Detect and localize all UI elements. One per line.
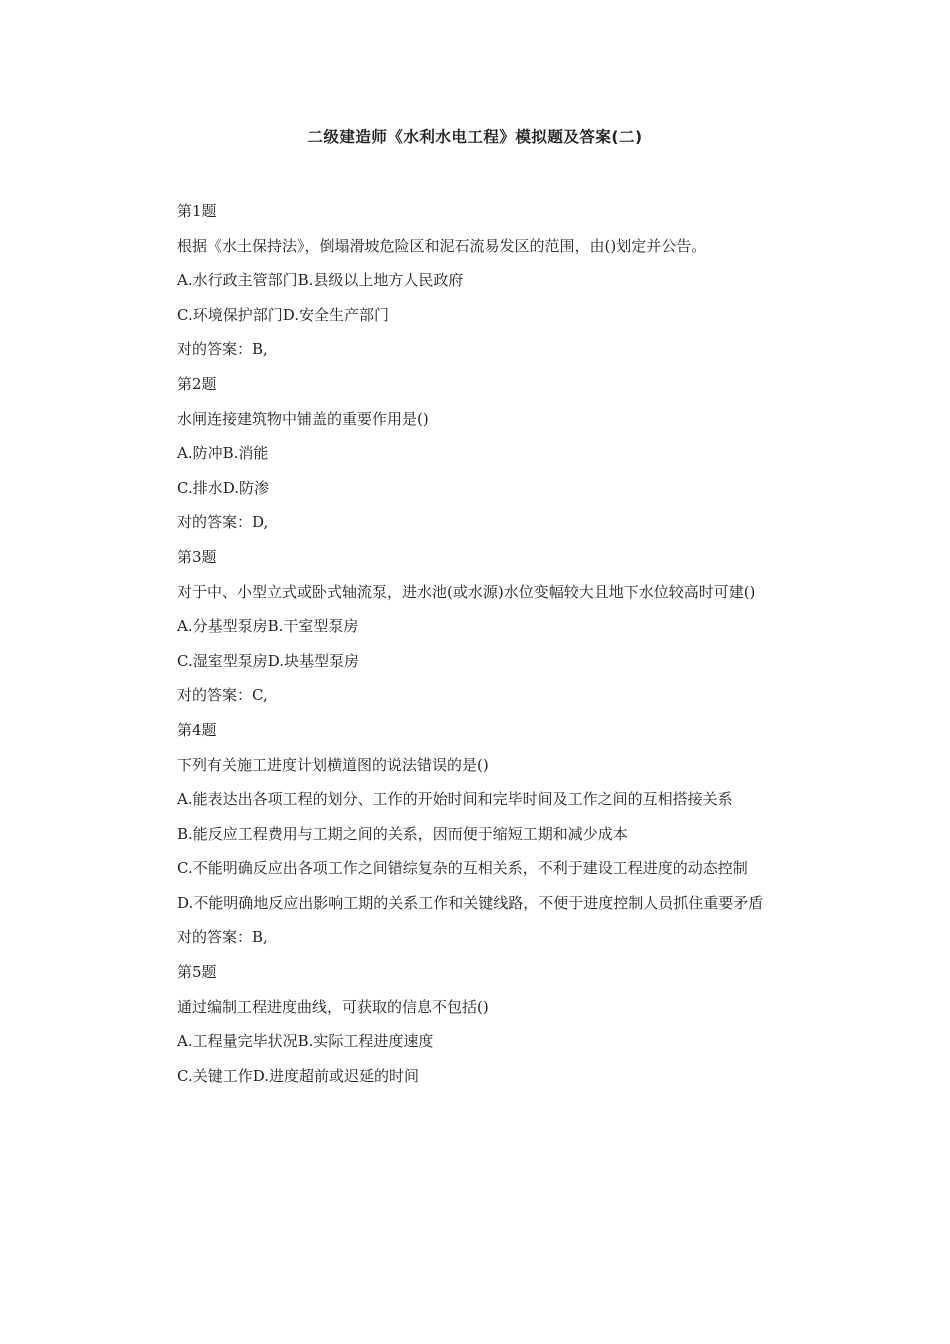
question-2-options-cd: C.排水D.防渗	[177, 478, 269, 497]
question-5-heading: 第5题	[177, 963, 217, 982]
question-5-options-ab: A.工程量完毕状况B.实际工程进度速度	[177, 1032, 434, 1051]
document-body	[145, 194, 810, 1093]
question-1-answer: 对的答案：B,	[177, 340, 268, 359]
document-title: 二级建造师《水利水电工程》模拟题及答案(二)	[307, 128, 643, 146]
question-3-heading: 第3题	[177, 547, 217, 566]
question-5-options-cd: C.关键工作D.进度超前或迟延的时间	[177, 1066, 419, 1085]
question-4-option-a: A.能表达出各项工程的划分、工作的开始时间和完毕时间及工作之间的互相搭接关系	[177, 790, 733, 809]
question-4-option-c: C.不能明确反应出各项工作之间错综复杂的互相关系，不利于建设工程进度的动态控制	[177, 859, 748, 878]
question-5-stem: 通过编制工程进度曲线，可获取的信息不包括()	[177, 997, 489, 1016]
question-4-option-b: B.能反应工程费用与工期之间的关系，因而便于缩短工期和减少成本	[177, 824, 628, 843]
question-3-options-cd: C.湿室型泵房D.块基型泵房	[177, 651, 359, 670]
question-1-options-cd: C.环境保护部门D.安全生产部门	[177, 305, 389, 324]
question-3-stem: 对于中、小型立式或卧式轴流泵，进水池(或水源)水位变幅较大且地下水位较高时可建()	[177, 582, 756, 601]
question-4-heading: 第4题	[177, 720, 217, 739]
question-1-stem: 根据《水土保持法》，倒塌滑坡危险区和泥石流易发区的范围，由()划定并公告。	[177, 236, 707, 255]
question-2-stem: 水闸连接建筑物中铺盖的重要作用是()	[177, 409, 429, 428]
question-3-options-ab: A.分基型泵房B.干室型泵房	[177, 617, 359, 636]
question-4-stem: 下列有关施工进度计划横道图的说法错误的是()	[177, 755, 489, 774]
question-1-heading: 第1题	[177, 202, 217, 220]
question-2-options-ab: A.防冲B.消能	[177, 444, 269, 463]
question-4-answer: 对的答案：B,	[177, 928, 268, 947]
question-3-answer: 对的答案：C,	[177, 686, 268, 705]
question-2-heading: 第2题	[177, 374, 217, 393]
question-4-option-d: D.不能明确地反应出影响工期的关系工作和关键线路，不便于进度控制人员抓住重要矛盾	[177, 893, 764, 912]
question-2-answer: 对的答案：D,	[177, 513, 269, 532]
question-1-options-ab: A.水行政主管部门B.县级以上地方人民政府	[177, 271, 464, 290]
